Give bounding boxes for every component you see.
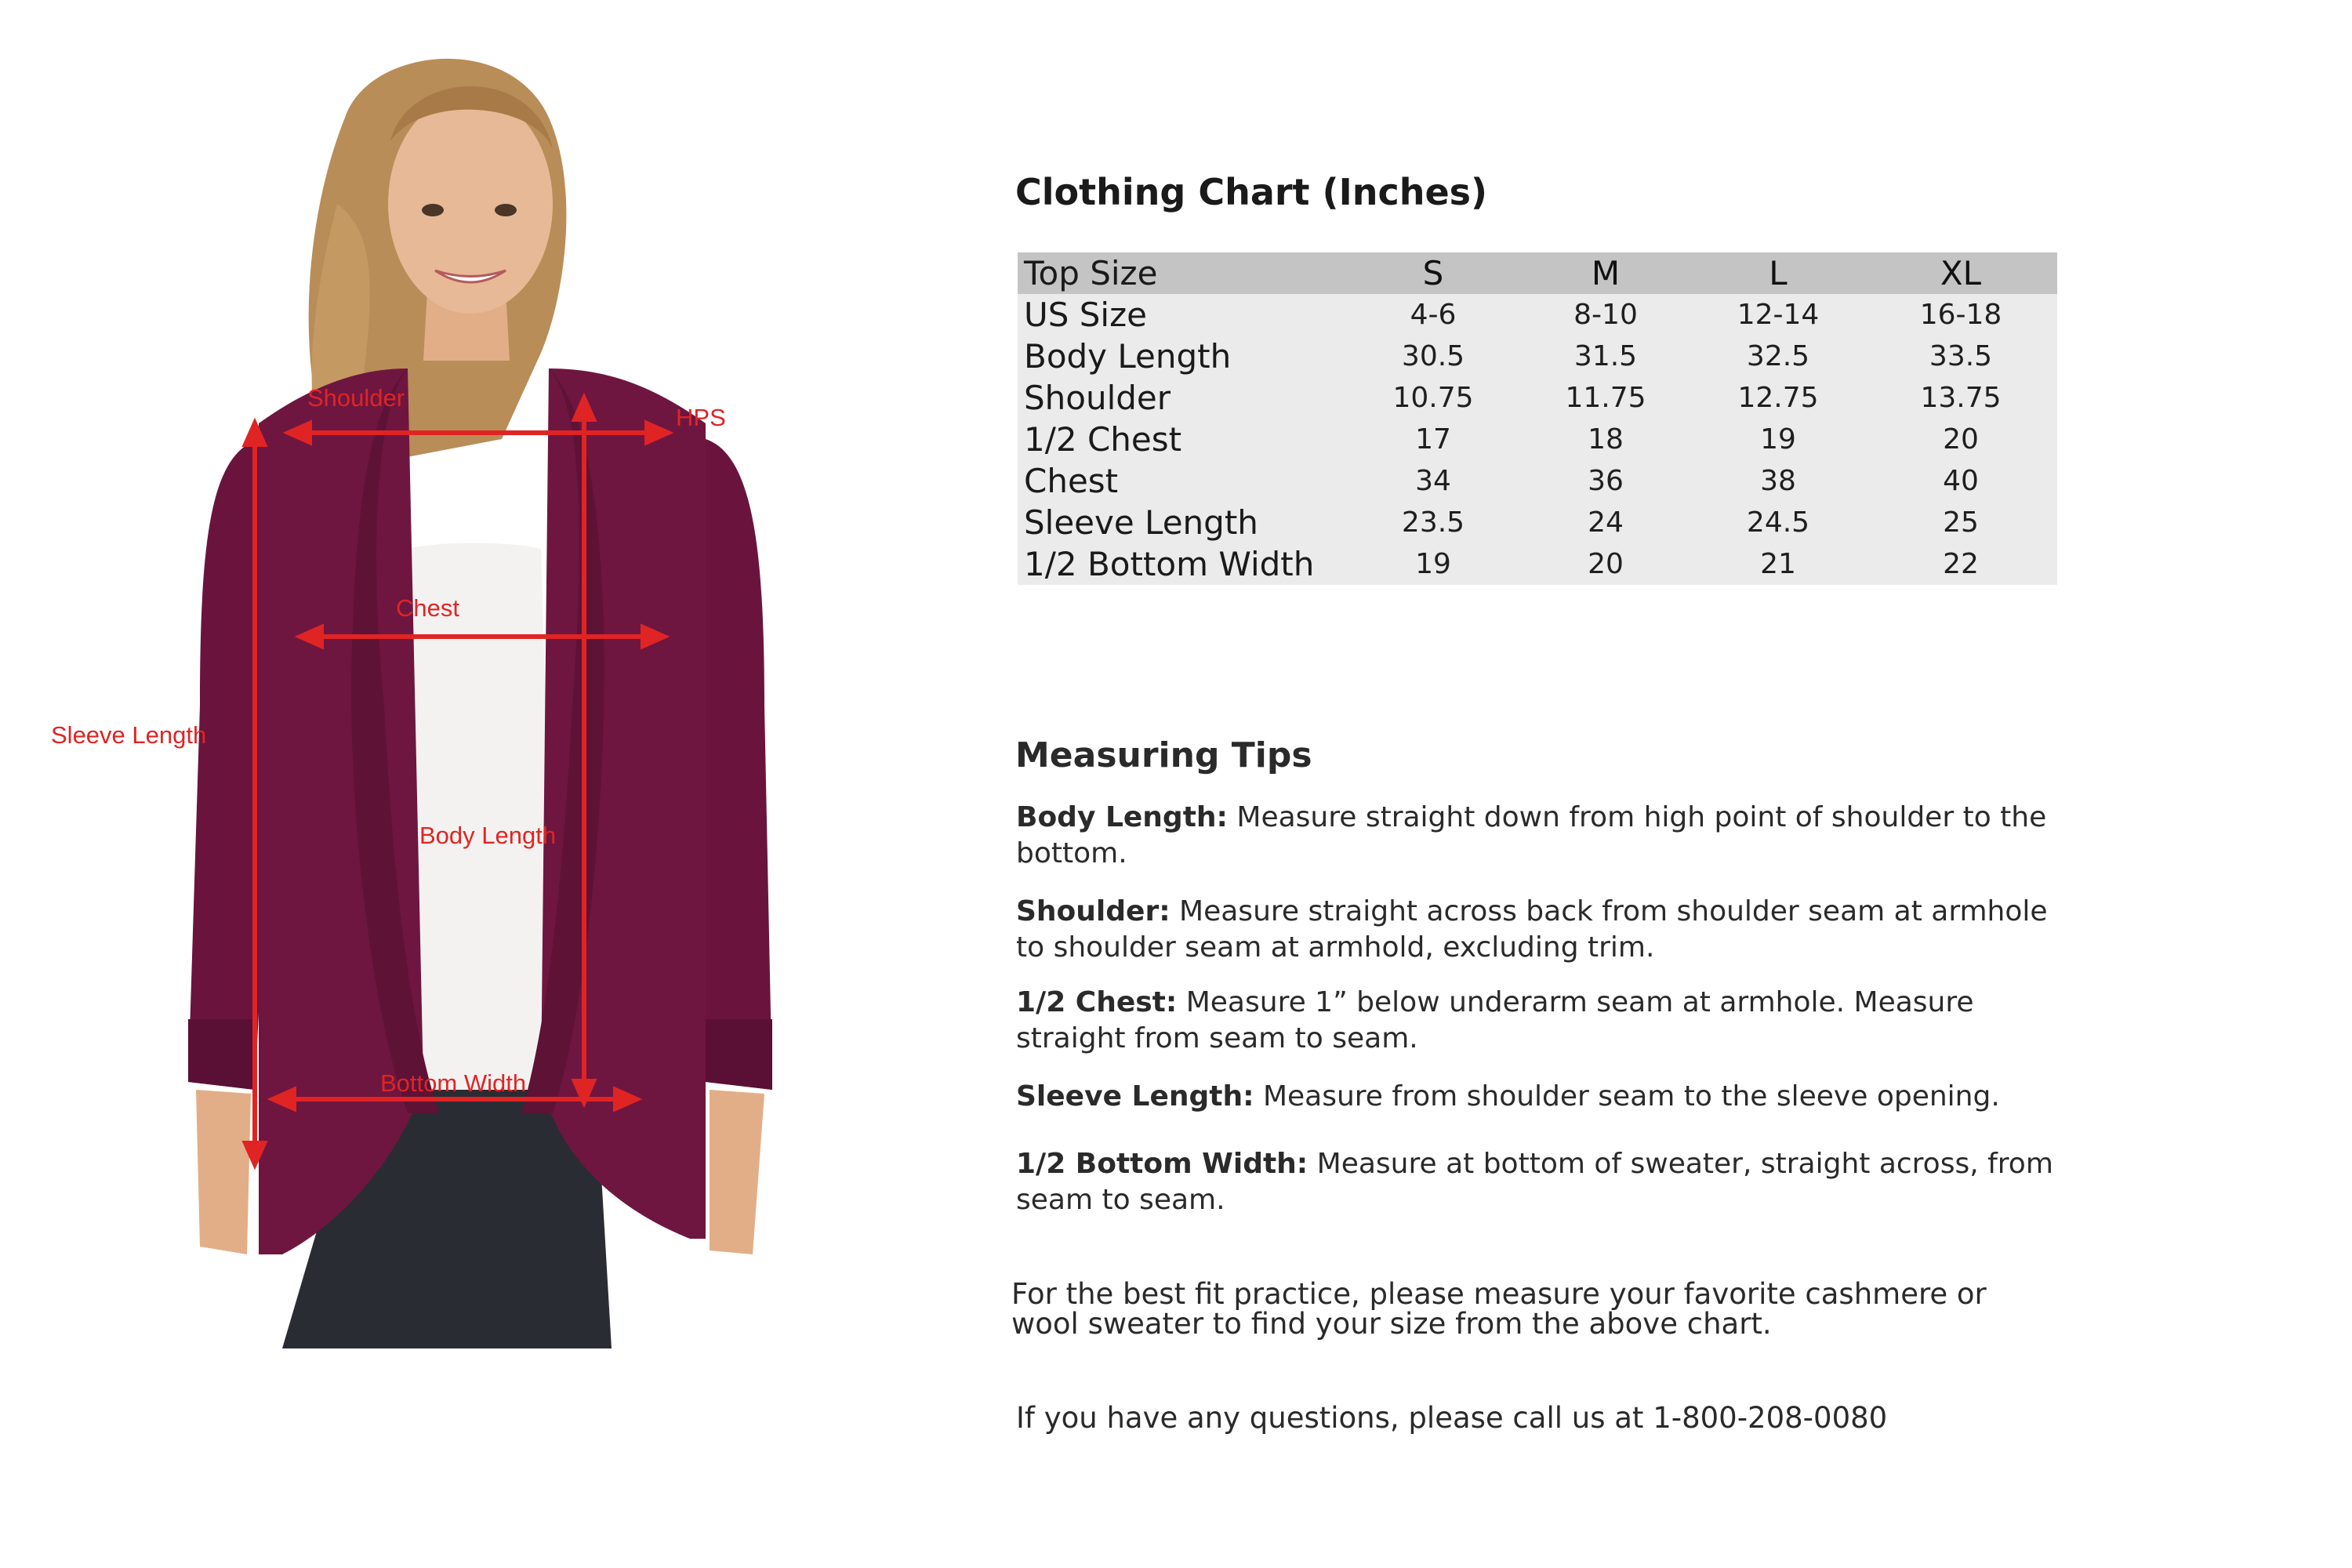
tip-text: Measure from shoulder seam to the sleeve opening. xyxy=(1254,1080,2000,1112)
cell-value: 24 xyxy=(1588,506,1624,539)
cell-value: 36 xyxy=(1588,465,1624,497)
row-label: Sleeve Length xyxy=(1024,503,1258,542)
cardigan xyxy=(259,368,423,1254)
size-header: M xyxy=(1591,254,1621,292)
model-photo xyxy=(0,0,941,1411)
cell-value: 4-6 xyxy=(1410,299,1457,331)
tip-term: 1/2 Bottom Width: xyxy=(1016,1148,1308,1180)
cell-value: 19 xyxy=(1415,548,1451,580)
size-header: L xyxy=(1769,254,1788,292)
cell-value: 19 xyxy=(1760,423,1796,456)
tips-title: Measuring Tips xyxy=(1015,735,1312,775)
chest-label: Chest xyxy=(396,594,459,622)
cell-value: 32.5 xyxy=(1746,340,1810,372)
shoulder-label: Shoulder xyxy=(307,384,405,412)
cell-value: 10.75 xyxy=(1392,382,1474,414)
cell-value: 22 xyxy=(1943,548,1979,580)
size-header: XL xyxy=(1940,254,1982,292)
row-label: 1/2 Chest xyxy=(1024,420,1182,459)
tip-text: Measure straight down from high point of shoulder to the bottom. xyxy=(1016,801,2047,869)
bottom-width-label: Bottom Width xyxy=(380,1069,527,1097)
table-row xyxy=(1018,294,2057,336)
table-row xyxy=(1018,460,2057,502)
row-label: Shoulder xyxy=(1024,379,1171,417)
cell-value: 8-10 xyxy=(1573,299,1638,331)
cell-value: 23.5 xyxy=(1401,506,1465,539)
row-label: US Size xyxy=(1024,296,1147,334)
table-header-row xyxy=(1018,252,2057,294)
table-row xyxy=(1018,336,2057,377)
cell-value: 20 xyxy=(1943,423,1979,456)
table-row xyxy=(1018,543,2057,585)
cell-value: 17 xyxy=(1415,423,1451,456)
tip-sleeve-length xyxy=(1016,1079,2059,1115)
cell-value: 20 xyxy=(1588,548,1624,580)
tip-shoulder xyxy=(1016,894,2059,966)
contact-note: If you have any questions, please call us at 1-800-208-0080 xyxy=(1016,1401,1888,1435)
tip-term: Sleeve Length: xyxy=(1016,1080,1254,1112)
cell-value: 30.5 xyxy=(1401,340,1465,372)
cell-value: 40 xyxy=(1943,465,1979,497)
size-chart-table xyxy=(1018,252,2057,585)
row-label: 1/2 Bottom Width xyxy=(1024,545,1315,583)
row-label: Chest xyxy=(1024,462,1119,500)
tip-text: Measure straight across back from shoulder seam at armhole to shoulder seam at armhold, excluding trim. xyxy=(1016,895,2048,964)
chart-title: Clothing Chart (Inches) xyxy=(1015,171,1488,213)
body-length-label: Body Length xyxy=(419,822,557,849)
cell-value: 34 xyxy=(1415,465,1451,497)
header-label: Top Size xyxy=(1024,254,1158,292)
cell-value: 13.75 xyxy=(1920,382,2002,414)
model-illustration xyxy=(0,0,941,1411)
cell-value: 21 xyxy=(1760,548,1796,580)
cell-value: 18 xyxy=(1588,423,1624,456)
tip-text: Measure 1” below underarm seam at armhole. Measure straight from seam to seam. xyxy=(1016,986,1974,1054)
table-row xyxy=(1018,377,2057,419)
cell-value: 12.75 xyxy=(1737,382,1819,414)
tip-term: Shoulder: xyxy=(1016,895,1171,927)
tip-half-chest xyxy=(1016,985,2059,1057)
row-label: Body Length xyxy=(1024,337,1232,376)
cell-value: 16-18 xyxy=(1919,299,2002,331)
tip-term: Body Length: xyxy=(1016,801,1228,833)
size-header: S xyxy=(1422,254,1444,292)
tip-body-length xyxy=(1016,800,2059,872)
sleeve-length-label: Sleeve Length xyxy=(51,721,207,749)
tip-bottom-width xyxy=(1016,1146,2059,1218)
cell-value: 31.5 xyxy=(1573,340,1638,372)
hps-label: HPS xyxy=(676,404,726,431)
tip-term: 1/2 Chest: xyxy=(1016,986,1178,1018)
cell-value: 25 xyxy=(1943,506,1979,539)
cell-value: 12-14 xyxy=(1737,299,1820,331)
cell-value: 33.5 xyxy=(1929,340,1993,372)
table-row xyxy=(1018,502,2057,543)
table-row xyxy=(1018,419,2057,460)
best-fit-note: For the best fit practice, please measure your favorite cashmere or wool sweater to find your size from the above chart. xyxy=(1011,1277,1987,1341)
cell-value: 11.75 xyxy=(1565,382,1646,414)
cell-value: 38 xyxy=(1760,465,1796,497)
cell-value: 24.5 xyxy=(1746,506,1810,539)
tip-text: Measure at bottom of sweater, straight across, from seam to seam. xyxy=(1016,1148,2053,1216)
